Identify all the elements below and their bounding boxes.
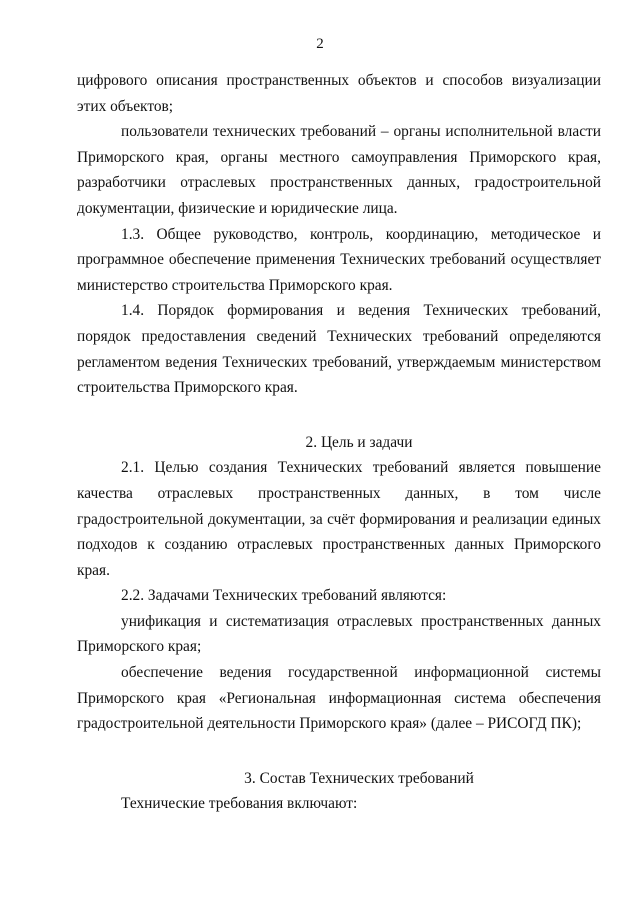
- paragraph: 2.1. Целью создания Технических требований является повышение качества отраслевых пространственных данных, в том числе градостроительной документации, за счёт формирования и реализации единых подходов к созданию отраслевых пространственных данных Приморского края.: [77, 459, 601, 579]
- page-number: 2: [316, 36, 324, 52]
- paragraph: пользователи технических требований – органы исполнительной власти Приморского края, органы местного самоуправления Приморского края, разработчики отраслевых пространственных данных, градостроительной документации, физические и юридические лица.: [77, 123, 601, 217]
- paragraph: Технические требования включают:: [121, 795, 358, 813]
- paragraph: цифрового описания пространственных объектов и способов визуализации этих объектов;: [77, 72, 601, 115]
- section-heading: 3. Состав Технических требований: [244, 769, 474, 787]
- document-body: [77, 68, 601, 817]
- paragraph: 2.2. Задачами Технических требований являются:: [121, 587, 447, 605]
- paragraph: обеспечение ведения государственной информационной системы Приморского края «Региональная информационная система обеспечения градостроительной деятельности Приморского края» (далее – РИСОГД ПК);: [77, 664, 601, 733]
- section-heading: 2. Цель и задачи: [305, 433, 413, 451]
- paragraph: 1.3. Общее руководство, контроль, координацию, методическое и программное обеспечение применения Технических требований осуществляет министерство строительства Приморского края.: [77, 225, 601, 294]
- paragraph: унификация и систематизация отраслевых пространственных данных Приморского края;: [77, 612, 601, 656]
- paragraph: 1.4. Порядок формирования и ведения Технических требований, порядок предоставления сведений Технических требований определяются регламентом ведения Технических требований, утверждаемым министерством строительства Приморского края.: [77, 302, 601, 397]
